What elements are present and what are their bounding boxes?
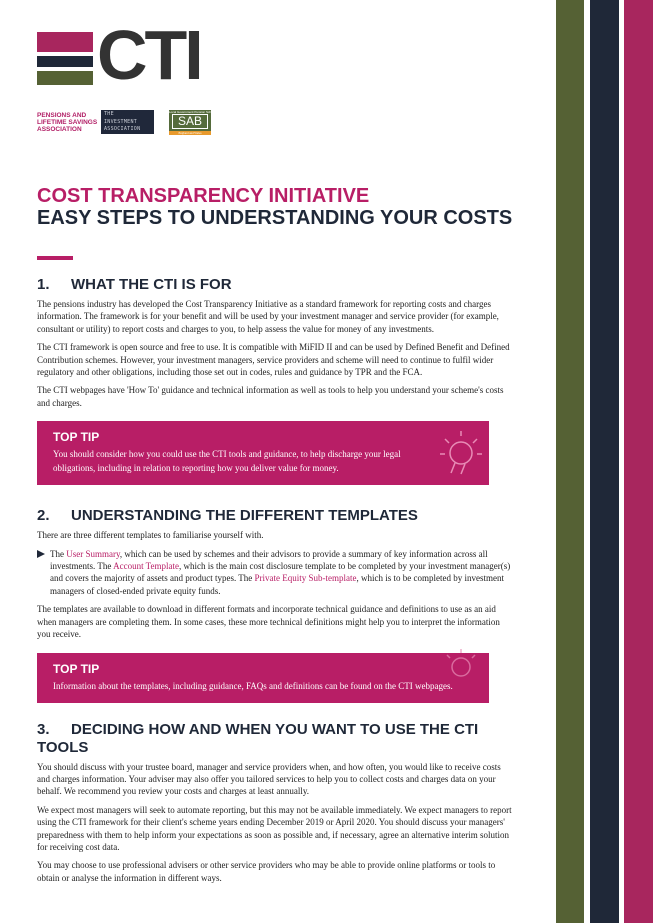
tia-line: ASSOCIATION [104,126,141,132]
cti-logo [37,16,217,94]
private-equity-subtemplate-link[interactable]: Private Equity Sub-template [254,573,357,584]
top-tip-box [37,421,489,485]
text: , which is to be completed by investment managers of closed-ended private equity funds. [50,573,504,596]
section-1-heading [37,276,515,294]
tia-line: INVESTMENT [104,118,138,125]
content-column [37,185,515,884]
sab-text: SAB [172,114,208,129]
top-tip-title: TOP TIP [53,430,100,445]
sab-top: Local Government Pension Scheme [169,110,218,114]
sab-logo [169,110,218,135]
top-tip-box [37,653,489,703]
section-number: 1. [37,276,50,293]
account-template-link[interactable]: Account Template [113,561,180,572]
plsa-logo: PENSIONS AND LIFETIME SAVINGS ASSOCIATION [37,112,98,133]
logo-bar-magenta [37,32,93,52]
stripe-navy [590,0,619,923]
section-3-heading [37,721,515,757]
bullet-item [37,548,515,598]
logo-text: CTI [97,16,201,94]
text: , which can be used by schemes and their advisors to provide a summary of key information across all investments. The [50,548,488,572]
section-2-heading [37,507,515,525]
section-number: 2. [37,507,50,525]
stripe-olive [556,0,584,923]
user-summary-link[interactable]: User Summary [66,548,120,559]
logo-bar-navy [37,56,93,67]
paragraph: The CTI framework is open source and free to use. It is compatible with MiFID II and can be used by Defined Benefit and Defined Contribution schemes. However, your investment managers, service providers and scheme will need to continue to fulfil wider regulatory and other obligations, including those set out in codes, rules and guidance by TPR and the FCA. [37,342,510,378]
top-tip-title: TOP TIP [53,661,100,676]
triangle-bullet-icon [37,550,45,558]
title-line1: COST TRANSPARENCY INITIATIVE [37,185,370,207]
sab-bottom: England and Wales [169,131,211,135]
paragraph: The templates are available to download in different formats and incorporate technical guidance and definitions to use as an aid when managers are completing them. In some cases, these more technical definitions might help you to interpret the information you receive. [37,604,500,640]
lightbulb-icon [435,427,485,477]
paragraph: We expect most managers will seek to automate reporting, but this may not be available immediately. We expect managers to report using the CTI framework for their client's scheme years ending December 2019 or April 2020. You should discuss your managers' preparedness with them to help inform your expectations as soon as possible and, if necessary, agree an alternative interim solution for receiving cost data. [37,804,512,852]
tia-line: THE [104,111,114,117]
paragraph: There are three different templates to familiarise yourself with. [37,530,264,541]
logo-bar-olive [37,71,93,85]
paragraph: The CTI webpages have 'How To' guidance and technical information as well as tools to help you understand your scheme's costs and charges. [37,385,504,408]
paragraph: The pensions industry has developed the Cost Transparency Initiative as a standard framework for reporting costs and charges information. The framework is for your benefit and will be used by your investment manager and service provider (for example, consultant or utility) to report costs and charges to you, to help assess the value for money of any investments. [37,299,499,334]
tia-logo [101,110,154,134]
text: The [50,548,67,559]
title-rule [37,256,73,260]
paragraph: You should discuss with your trustee board, manager and service providers when, and how often, you would like to receive costs and charges information. Your adviser may also offer you tailored services to help you to collect costs and charges data on your behalf. We recommend you review your costs and charges at least annually. [37,761,501,797]
section-title: DECIDING HOW AND WHEN YOU WANT TO USE THE CTI TOOLS [37,720,479,756]
stripe-magenta [624,0,653,923]
section-title: UNDERSTANDING THE DIFFERENT TEMPLATES [71,507,418,525]
text: , which is the main cost disclosure template to be completed by your investment manager(s) and covers the majority of assets and product types. The [50,561,511,584]
title-line2: EASY STEPS TO UNDERSTANDING YOUR COSTS [37,207,513,229]
top-tip-text: You should consider how you could use the CTI tools and guidance, to help discharge your legal obligations, including in relation to reporting how you deliver value for money. [53,449,401,474]
section-number: 3. [37,720,50,738]
section-title: WHAT THE CTI IS FOR [71,276,232,293]
paragraph: You may choose to use professional advisers or other service providers who may be able to provide online platforms or tools to obtain or analyse the information in different ways. [37,860,496,883]
top-tip-text: Information about the templates, including guidance, FAQs and definitions can be found on the CTI webpages. [53,680,453,691]
